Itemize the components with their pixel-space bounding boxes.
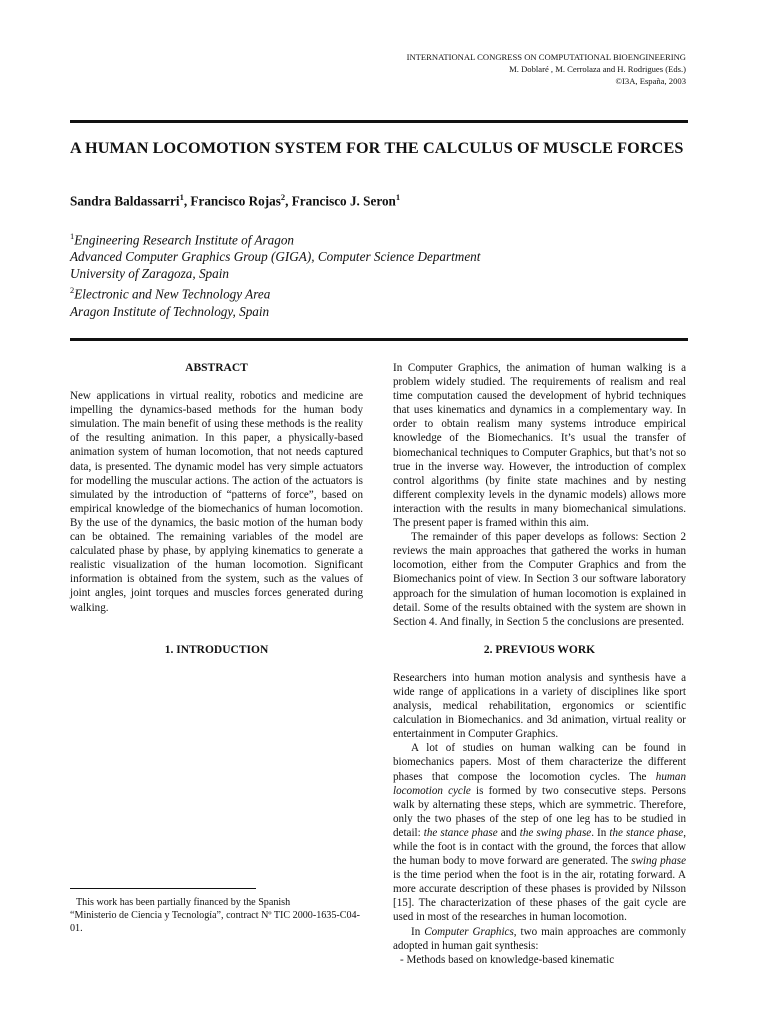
abstract-heading: ABSTRACT [185, 362, 248, 374]
author-separator: , [285, 193, 292, 209]
previous-work-paragraph [393, 925, 686, 953]
footnote-rule [70, 888, 256, 889]
paper-title: A HUMAN LOCOMOTION SYSTEM FOR THE CALCULUS OF MUSCLE FORCES [70, 139, 684, 157]
footnote-line: “Ministerio de Ciencia y Tecnología”, contract Nº TIC 2000-1635-C04-01. [70, 910, 360, 934]
affil-mark: 1 [70, 231, 75, 241]
affiliations [70, 228, 480, 320]
text-run: In [411, 925, 425, 938]
text-run: . In [591, 826, 610, 839]
author-name: Francisco J. Seron [291, 193, 396, 209]
previous-work-heading: 2. PREVIOUS WORK [483, 643, 596, 656]
author-separator: , [183, 193, 191, 209]
author-affil-mark: 1 [395, 192, 401, 202]
previous-work-paragraph [393, 741, 686, 924]
affiliation-line: University of Zaragoza, Spain [70, 266, 229, 282]
introduction-heading: 1. INTRODUCTION [164, 643, 269, 656]
author-list [70, 192, 400, 209]
author-affil-mark: 2 [280, 192, 286, 202]
introduction-paragraph: The remainder of this paper develops as follows: Section 2 reviews the main approaches that gathered the works in human locomotion, either from the Computer Graphics and from the Biomechanics point of view. In Section 3 our software laboratory approach for the simulation of human locomotion is explained in detail. Some of the results obtained with the system are shown in Section 4. And finally, in Section 5 the conclusions are presented. [393, 531, 686, 628]
italic-term: the stance phase [423, 826, 498, 839]
left-column [70, 361, 363, 671]
text-run: is formed by two consecutive steps. Persons walk by alternating these steps, which are symmetric. Therefore, only the two phases of the step of one leg has to be studied in detail: [393, 784, 686, 839]
affiliation-line: Aragon Institute of Technology, Spain [70, 303, 270, 319]
text-run: and [497, 826, 520, 839]
bullet-item: - Methods based on knowledge-based kinematic [400, 953, 615, 966]
affil-mark: 2 [70, 285, 75, 296]
editors: M. Doblaré , M. Cerrolaza and H. Rodrigues (Eds.) [509, 63, 686, 74]
italic-term: human locomotion cycle [393, 770, 686, 797]
author-name: Francisco Rojas [190, 193, 281, 209]
top-rule [70, 120, 688, 123]
affiliation-line: Advanced Computer Graphics Group (GIGA), Computer Science Department [70, 249, 481, 265]
section-rule [70, 338, 688, 341]
conference-header [407, 52, 686, 87]
italic-term: Computer Graphics [424, 925, 514, 938]
italic-term: swing phase [631, 855, 686, 868]
italic-term: the swing phase [519, 826, 592, 839]
text-run: , two main approaches are commonly adopted in human gait synthesis: [393, 925, 686, 952]
right-column [393, 361, 686, 967]
text-run: A lot of studies on human walking can be found in biomechanics papers. Most of them characterize the different phases that compose the locomotion cycles. The [393, 742, 686, 783]
copyright: ©I3A, España, 2003 [615, 75, 686, 86]
italic-term: the stance phase [609, 826, 684, 839]
previous-work-paragraph: Researchers into human motion analysis and synthesis have a wide range of applications in a variety of disciplines like sport analysis, medical rehabilitation, ergonomics or scientific calculation in Biomechanics. and 3d animation, virtual reality or entertainment in Computer Graphics. [393, 671, 686, 741]
affiliation-line: Electronic and New Technology Area [74, 286, 271, 302]
text-run: , while the foot is in contact with the ground, the forces that allow the human body to move forward are generated. The [393, 826, 687, 868]
author-name: Sandra Baldassarri [70, 193, 180, 209]
introduction-paragraph-cont: In Computer Graphics, the animation of human walking is a problem widely studied. The requirements of realism and real time computation caused the development of hybrid techniques that uses kinematics and dynamics in a complementary way. In order to obtain realism many systems introduce empirical knowledge of the Biomechanics. It’s usual the transfer of biomechanical techniques to Computer Graphics, but that’s not so true in the inverse way. However, the introduction of complex control algorithms (by finite state machines and by nesting different complexity levels in the dynamic models) allows more interaction with the results in many biomechanical simulations. The present paper is framed within this aim. [393, 362, 686, 530]
conference-name: INTERNATIONAL CONGRESS ON COMPUTATIONAL BIOENGINEERING [406, 52, 686, 62]
author-affil-mark: 1 [179, 192, 184, 202]
affiliation-line: Engineering Research Institute of Aragon [74, 232, 295, 248]
footnote-line: This work has been partially financed by the Spanish [76, 897, 291, 908]
footnote [70, 896, 363, 935]
text-run: is the time period when the foot is in the air, rotating forward. A more accurate description of these phases is provided by Nilsson [15]. The characterization of these phases of the gait cycle are used in most of the researches in human locomotion. [393, 869, 686, 924]
abstract-text: New applications in virtual reality, robotics and medicine are impelling the dynamics-based methods for the human body simulation. The main benefit of using these methods is the reality of the resulting animation. In this paper, a physically-based animation system of human locomotion, that not needs captured data, is presented. The dynamic model has very simple actuators for modelling the muscular actions. The action of the actuators is simulated by the introduction of “patterns of force”, based on empirical knowledge of the biomechanics of human locomotion. By the use of the dynamics, the basic motion of the human body can be obtained. The remaining variables of the model are calculated phase by phase, by applying kinematics to generate a realistic visualization of the human locomotion. Significant information is obtained from the system, such as the values of joint angles, joint torques and muscles forces generated during walking. [70, 390, 363, 614]
